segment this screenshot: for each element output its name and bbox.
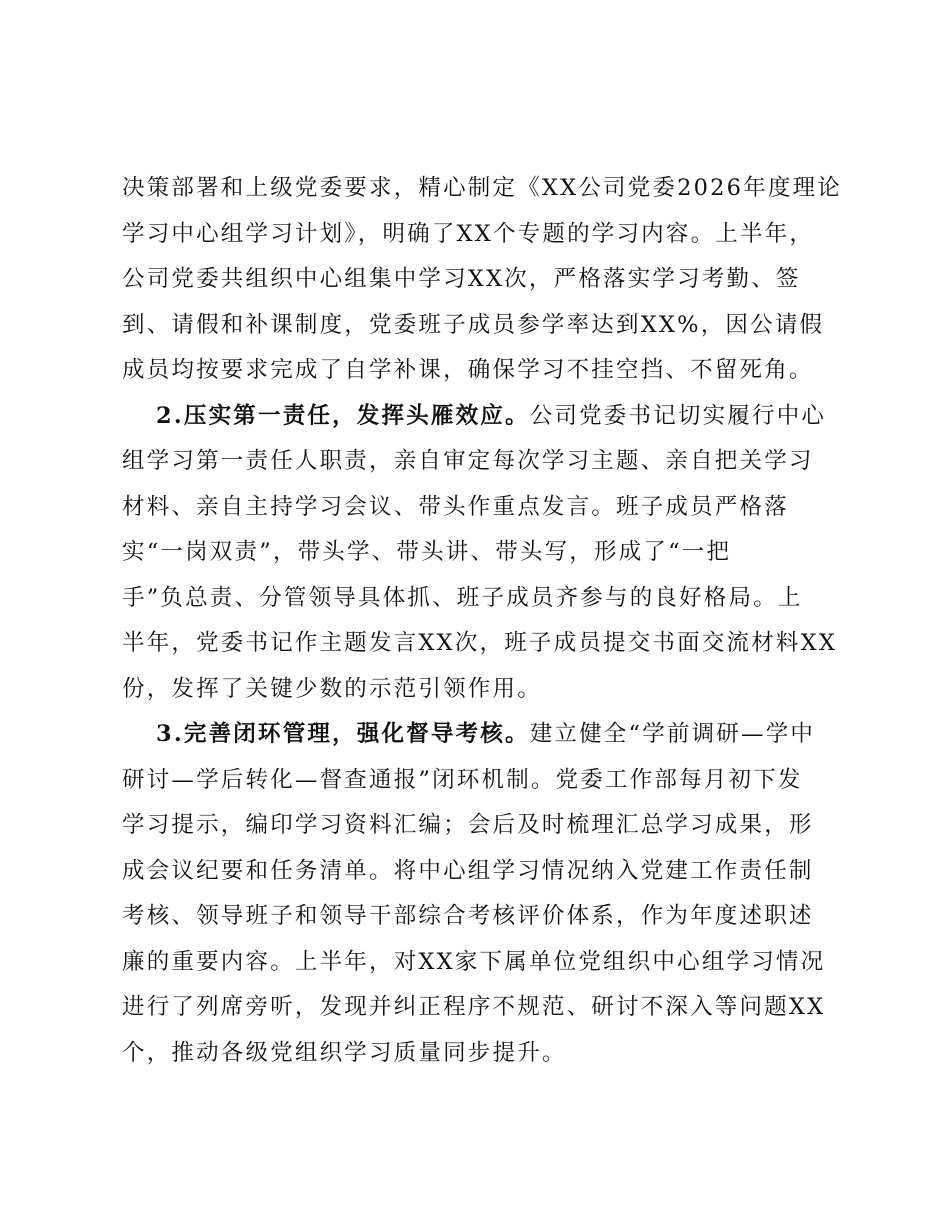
text-line: 成会议纪要和任务清单。将中心组学习情况纳入党建工作责任制 xyxy=(122,857,814,884)
text-line: 公司党委共组织中心组集中学习XX次，严格落实学习考勤、签 xyxy=(122,266,801,292)
text-line: 学习提示，编印学习资料汇编；会后及时梳理汇总学习成果，形 xyxy=(122,812,814,838)
text-line: 组学习第一责任人职责，亲自审定每次学习主题、亲自把关学习 xyxy=(122,448,814,474)
paragraph-first-line xyxy=(122,394,842,440)
text-line: 材料、亲自主持学习会议、带头作重点发言。班子成员严格落 xyxy=(122,493,789,520)
text-line: 进行了列席旁听，发现并纠正程序不规范、研讨不深入等问题XX xyxy=(122,994,826,1020)
text-line: 到、请假和补课制度，党委班子成员参学率达到XX%，因公请假 xyxy=(122,311,825,338)
paragraph-2 xyxy=(122,394,842,713)
text-line: 实“一岗双责”，带头学、带头讲、带头写，形成了“一把 xyxy=(122,539,732,565)
paragraph-1 xyxy=(122,166,842,394)
section-heading: 3.完善闭环管理，强化督导考核。 xyxy=(156,721,530,747)
text-line: 决策部署和上级党委要求，精心制定《XX公司党委2026年度理论 xyxy=(122,175,842,201)
document-body xyxy=(122,166,842,1076)
text-line: 手”负总责、分管领导具体抓、班子成员齐参与的良好格局。上 xyxy=(122,584,803,611)
text-span: 建立健全“学前调研—学中 xyxy=(529,721,816,747)
text-span: 公司党委书记切实履行中心 xyxy=(529,402,827,429)
text-line: 份，发挥了关键少数的示范引领作用。 xyxy=(122,675,542,702)
text-line: 成员均按要求完成了自学补课，确保学习不挂空挡、不留死角。 xyxy=(122,357,814,383)
text-line: 研讨—学后转化—督查通报”闭环机制。党委工作部每月初下发 xyxy=(122,766,803,793)
text-line: 个，推动各级党组织学习质量同步提升。 xyxy=(122,1039,567,1066)
text-line: 学习中心组学习计划》，明确了XX个专题的学习内容。上半年， xyxy=(122,220,815,247)
text-line: 廉的重要内容。上半年，对XX家下属单位党组织中心组学习情况 xyxy=(122,948,826,975)
paragraph-3 xyxy=(122,712,842,1076)
text-line: 半年，党委书记作主题发言XX次，班子成员提交书面交流材料XX xyxy=(122,630,838,656)
paragraph-first-line xyxy=(122,712,842,758)
section-heading: 2.压实第一责任，发挥头雁效应。 xyxy=(156,402,530,429)
text-line: 考核、领导班子和领导干部综合考核评价体系，作为年度述职述 xyxy=(122,903,814,929)
